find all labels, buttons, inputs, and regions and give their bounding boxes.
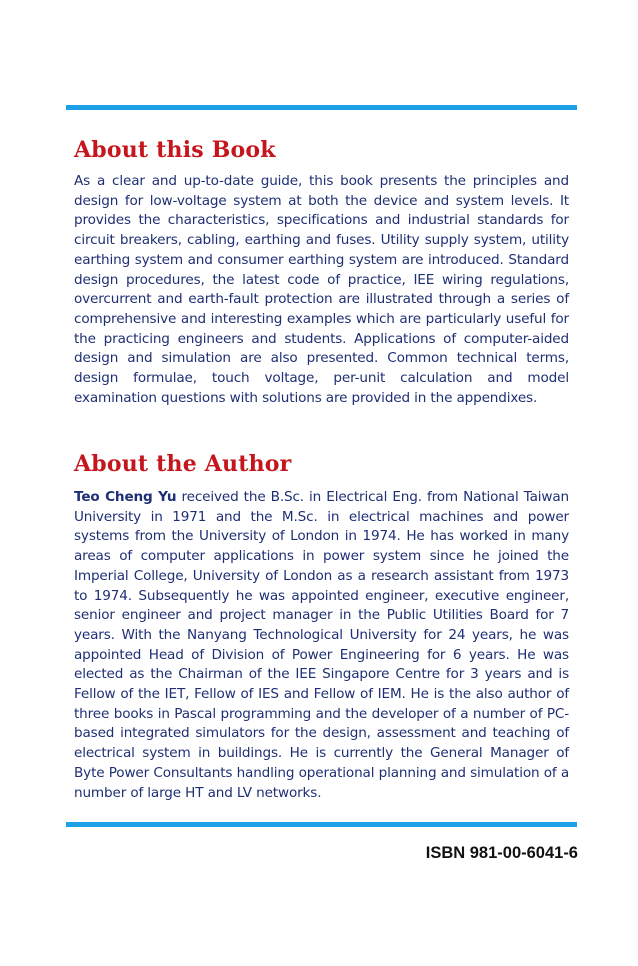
author-bio: received the B.Sc. in Electrical Eng. from National Taiwan University in 1971 and the M.Sc. in electrical machines and power systems from the University of London in 1974. He has worked in many areas of computer applications in power system since he joined the Imperial College, University of London as a research assistant from 1973 to 1974. Subsequently he was appointed engineer, executive engineer, senior engineer and project manager in the Public Utilities Board for 7 years. With the Nanyang Technological University for 24 years, he was appointed Head of Division of Power Engineering for 6 years. He was elected as the Chairman of the IEE Singapore Centre for 3 years and is Fellow of the IET, Fellow of IES and Fellow of IEM. He is the also author of three books in Pascal programming and the developer of a number of PC-based integrated simulators for the design, assessment and teaching of electrical system in buildings. He is currently the General Manager of Byte Power Consultants handling operational planning and simulation of a number of large HT and LV networks. xyxy=(74,489,569,801)
author-name: Teo Cheng Yu xyxy=(74,489,177,505)
about-author-heading: About the Author xyxy=(74,451,292,477)
about-book-text: As a clear and up-to-date guide, this book presents the principles and design for low-voltage system at both the device and system levels. It provides the characteristics, specifications and industrial standards for circuit breakers, cabling, earthing and fuses. Utility supply system, utility earthing system and consumer earthing system are introduced. Standard design procedures, the latest code of practice, IEE wiring regulations, overcurrent and earth-fault protection are illustrated through a series of comprehensive and interesting examples which are particularly useful for the practicing engineers and students. Applications of computer-aided design and simulation are also presented. Common technical terms, design formulae, touch voltage, per-unit calculation and model examination questions with solutions are provided in the appendixes. xyxy=(74,173,569,406)
about-book-heading: About this Book xyxy=(74,137,276,163)
isbn-label: ISBN 981-00-6041-6 xyxy=(425,844,578,862)
about-author-text xyxy=(74,488,569,803)
top-divider xyxy=(66,105,577,110)
bottom-divider xyxy=(66,822,577,827)
